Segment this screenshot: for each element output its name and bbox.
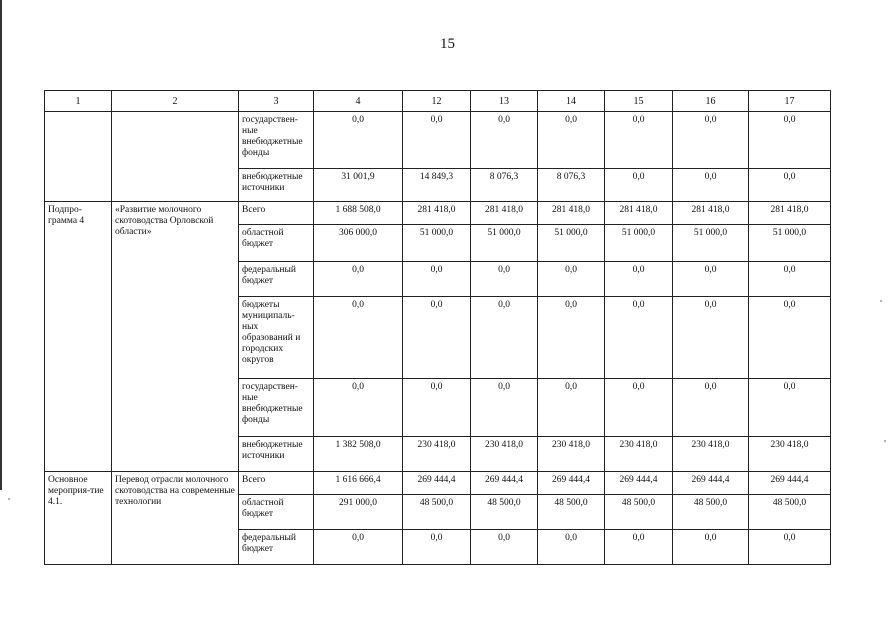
column-header: 17 <box>749 91 831 112</box>
value-cell: 48 500,0 <box>538 495 605 530</box>
scan-speck <box>880 300 882 302</box>
value-cell: 0,0 <box>538 262 605 297</box>
value-cell: 0,0 <box>403 112 471 169</box>
value-cell: 0,0 <box>605 297 673 379</box>
page-edge-line <box>0 0 2 490</box>
value-cell: 51 000,0 <box>605 225 673 262</box>
value-cell: 0,0 <box>749 112 831 169</box>
value-cell: 269 444,4 <box>403 472 471 495</box>
value-cell: 51 000,0 <box>471 225 538 262</box>
value-cell: 0,0 <box>471 530 538 565</box>
group-name: «Развитие молочного скотоводства Орловской области» <box>112 202 239 472</box>
empty-cell <box>112 112 239 202</box>
value-cell: 31 001,9 <box>314 169 403 202</box>
value-cell: 230 418,0 <box>471 437 538 472</box>
value-cell: 0,0 <box>749 169 831 202</box>
value-cell: 0,0 <box>538 297 605 379</box>
value-cell: 0,0 <box>673 297 749 379</box>
value-cell: 48 500,0 <box>471 495 538 530</box>
value-cell: 0,0 <box>314 112 403 169</box>
value-cell: 0,0 <box>538 112 605 169</box>
scan-speck <box>884 440 886 442</box>
value-cell: 281 418,0 <box>538 202 605 225</box>
value-cell: 269 444,4 <box>605 472 673 495</box>
value-cell: 230 418,0 <box>403 437 471 472</box>
column-header: 16 <box>673 91 749 112</box>
value-cell: 0,0 <box>673 112 749 169</box>
funding-source: бюджеты муниципаль-ных образований и городских округов <box>239 297 314 379</box>
value-cell: 269 444,4 <box>749 472 831 495</box>
group-type: Подпро-грамма 4 <box>45 202 112 472</box>
column-header: 13 <box>471 91 538 112</box>
column-header: 1 <box>45 91 112 112</box>
column-header: 2 <box>112 91 239 112</box>
value-cell: 48 500,0 <box>749 495 831 530</box>
value-cell: 1 382 508,0 <box>314 437 403 472</box>
value-cell: 0,0 <box>605 169 673 202</box>
value-cell: 14 849,3 <box>403 169 471 202</box>
value-cell: 51 000,0 <box>538 225 605 262</box>
column-header: 14 <box>538 91 605 112</box>
value-cell: 230 418,0 <box>538 437 605 472</box>
value-cell: 230 418,0 <box>673 437 749 472</box>
value-cell: 1 616 666,4 <box>314 472 403 495</box>
value-cell: 0,0 <box>314 262 403 297</box>
funding-source: государствен-ные внебюджетные фонды <box>239 112 314 169</box>
value-cell: 0,0 <box>605 530 673 565</box>
value-cell: 0,0 <box>471 297 538 379</box>
value-cell: 0,0 <box>314 379 403 437</box>
table-header-row <box>45 91 831 112</box>
value-cell: 0,0 <box>471 379 538 437</box>
value-cell: 0,0 <box>538 530 605 565</box>
value-cell: 230 418,0 <box>605 437 673 472</box>
value-cell: 306 000,0 <box>314 225 403 262</box>
page-number: 15 <box>440 36 455 52</box>
value-cell: 0,0 <box>314 297 403 379</box>
value-cell: 0,0 <box>673 169 749 202</box>
scan-speck <box>8 498 10 500</box>
value-cell: 0,0 <box>403 530 471 565</box>
value-cell: 0,0 <box>749 379 831 437</box>
funding-source: внебюджетные источники <box>239 437 314 472</box>
value-cell: 0,0 <box>471 262 538 297</box>
column-header: 3 <box>239 91 314 112</box>
column-header: 12 <box>403 91 471 112</box>
value-cell: 0,0 <box>605 112 673 169</box>
value-cell: 269 444,4 <box>673 472 749 495</box>
value-cell: 291 000,0 <box>314 495 403 530</box>
value-cell: 51 000,0 <box>403 225 471 262</box>
value-cell: 8 076,3 <box>538 169 605 202</box>
value-cell: 8 076,3 <box>471 169 538 202</box>
value-cell: 0,0 <box>538 379 605 437</box>
value-cell: 48 500,0 <box>673 495 749 530</box>
value-cell: 0,0 <box>605 379 673 437</box>
value-cell: 281 418,0 <box>749 202 831 225</box>
value-cell: 0,0 <box>749 530 831 565</box>
value-cell: 48 500,0 <box>605 495 673 530</box>
funding-source: внебюджетные источники <box>239 169 314 202</box>
funding-source: Всего <box>239 202 314 225</box>
value-cell: 1 688 508,0 <box>314 202 403 225</box>
column-header: 4 <box>314 91 403 112</box>
funding-source: областной бюджет <box>239 225 314 262</box>
value-cell: 281 418,0 <box>673 202 749 225</box>
table-row <box>45 112 831 169</box>
table-row <box>45 472 831 495</box>
value-cell: 0,0 <box>403 262 471 297</box>
funding-source: Всего <box>239 472 314 495</box>
value-cell: 0,0 <box>314 530 403 565</box>
funding-source: федеральный бюджет <box>239 262 314 297</box>
value-cell: 281 418,0 <box>403 202 471 225</box>
funding-source: федеральный бюджет <box>239 530 314 565</box>
value-cell: 0,0 <box>403 297 471 379</box>
value-cell: 269 444,4 <box>471 472 538 495</box>
value-cell: 0,0 <box>403 379 471 437</box>
group-type: Основное мероприя-тие 4.1. <box>45 472 112 565</box>
value-cell: 0,0 <box>471 112 538 169</box>
value-cell: 0,0 <box>673 379 749 437</box>
value-cell: 0,0 <box>749 297 831 379</box>
column-header: 15 <box>605 91 673 112</box>
value-cell: 0,0 <box>605 262 673 297</box>
group-name: Перевод отрасли молочного скотоводства на современные технологии <box>112 472 239 565</box>
value-cell: 281 418,0 <box>471 202 538 225</box>
budget-table <box>44 90 831 565</box>
funding-source: государствен-ные внебюджетные фонды <box>239 379 314 437</box>
empty-cell <box>45 112 112 202</box>
value-cell: 281 418,0 <box>605 202 673 225</box>
funding-source: областной бюджет <box>239 495 314 530</box>
value-cell: 51 000,0 <box>673 225 749 262</box>
value-cell: 0,0 <box>749 262 831 297</box>
value-cell: 230 418,0 <box>749 437 831 472</box>
value-cell: 269 444,4 <box>538 472 605 495</box>
value-cell: 0,0 <box>673 530 749 565</box>
value-cell: 48 500,0 <box>403 495 471 530</box>
value-cell: 51 000,0 <box>749 225 831 262</box>
table-row <box>45 202 831 225</box>
value-cell: 0,0 <box>673 262 749 297</box>
